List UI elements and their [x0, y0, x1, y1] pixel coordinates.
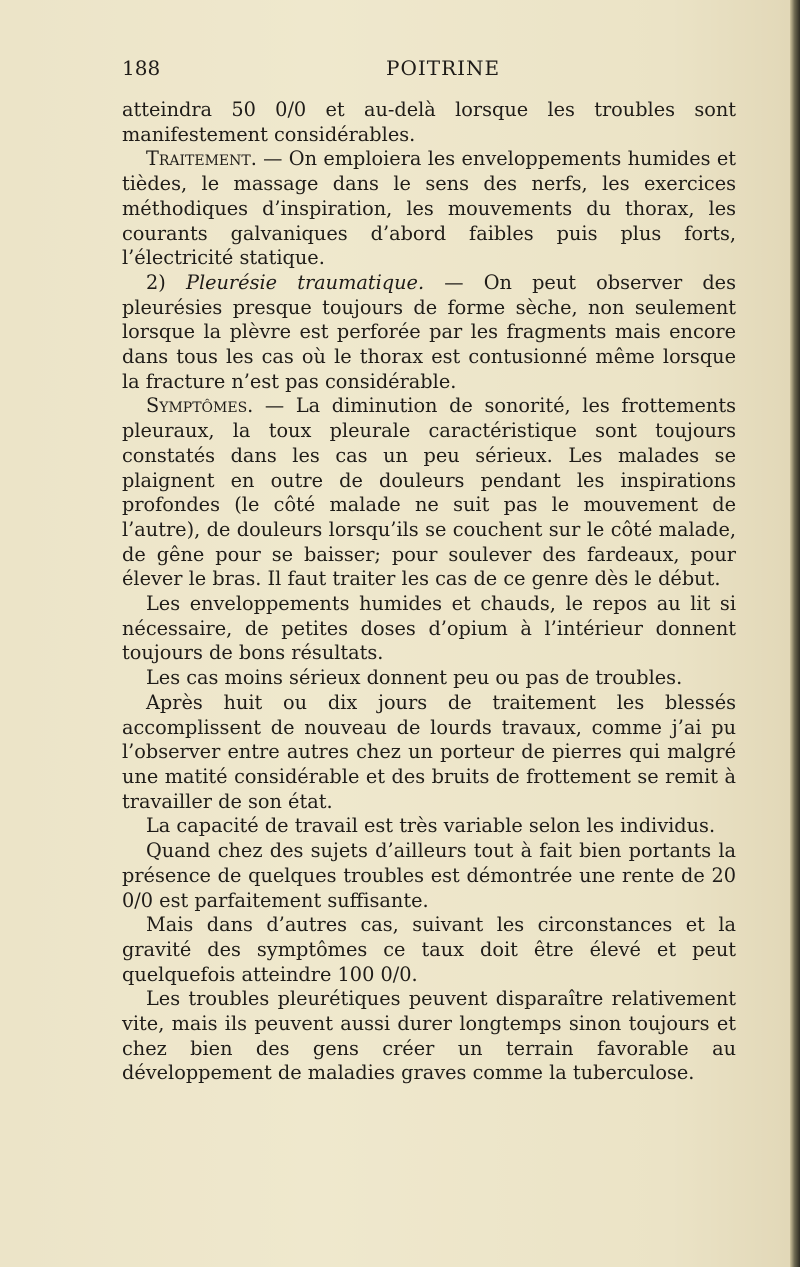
paragraph-text: — On emploiera les enveloppements humides et tièdes, le massage dans le sens des nerfs, les exercices méthodiques d’inspiration, les mouvements du thorax, les courants galvaniques d’abord faibles puis plus forts, l’électricité statique.	[122, 147, 736, 270]
paragraph-text: La capacité de travail est très variable selon les individus.	[146, 814, 716, 838]
paragraph	[122, 271, 736, 395]
section-heading: Traitement.	[146, 147, 257, 171]
paragraph-text: Mais dans d’autres cas, suivant les circonstances et la gravité des symptômes ce taux doit être élevé et peut quelquefois atteindre 100 0/0.	[122, 913, 736, 986]
running-title: POITRINE	[386, 56, 501, 80]
section-number: 2)	[146, 270, 166, 294]
page-number: 188	[122, 56, 161, 80]
paragraph	[122, 987, 736, 1086]
paragraph	[122, 666, 736, 691]
paragraph-text: Les cas moins sérieux donnent peu ou pas de troubles.	[146, 666, 683, 690]
section-heading: Symptômes.	[146, 394, 254, 418]
paragraph	[122, 839, 736, 913]
paragraph	[122, 394, 736, 592]
paragraph-text: atteindra 50 0/0 et au-delà lorsque les troubles sont manifestement considérables.	[122, 98, 736, 146]
body-text	[122, 98, 736, 1086]
paragraph	[122, 98, 736, 147]
paragraph-text: — On peut observer des pleurésies presque toujours de forme sèche, non seulement lorsque la plèvre est perforée par les fragments mais encore dans tous les cas où le thorax est contusionné même lorsque la fracture n’est pas considérable.	[122, 270, 736, 393]
section-title: Pleurésie traumatique.	[185, 270, 425, 294]
paragraph	[122, 592, 736, 666]
paragraph	[122, 147, 736, 271]
paragraph-text: Les enveloppements humides et chauds, le repos au lit si nécessaire, de petites doses d’opium à l’intérieur donnent toujours de bons résultats.	[122, 592, 736, 665]
paragraph	[122, 691, 736, 815]
paragraph	[122, 814, 736, 839]
page-edge-shadow	[790, 0, 800, 1267]
paragraph-text: Les troubles pleurétiques peuvent disparaître relativement vite, mais ils peuvent aussi durer longtemps sinon toujours et chez bien des gens créer un terrain favorable au développement de maladies graves comme la tuberculose.	[122, 987, 736, 1085]
running-head	[122, 56, 736, 84]
paragraph-text: Quand chez des sujets d’ailleurs tout à fait bien portants la présence de quelques troubles est démontrée une rente de 20 0/0 est parfaitement suffisante.	[122, 839, 736, 912]
paragraph-text: Après huit ou dix jours de traitement les blessés accomplissent de nouveau de lourds travaux, comme j’ai pu l’observer entre autres chez un porteur de pierres qui malgré une matité considérable et des bruits de frottement se remit à travailler de son état.	[122, 690, 736, 813]
paragraph-text: — La diminution de sonorité, les frottements pleuraux, la toux pleurale caractéristique sont toujours constatés dans les cas un peu sérieux. Les malades se plaignent en outre de douleurs pendant les inspirations profondes (le côté malade ne suit pas le mouvement de l’autre), de douleurs lorsqu’ils se couchent sur le côté malade, de gêne pour se baisser; pour soulever des fardeaux, pour élever le bras. Il faut traiter les cas de ce genre dès le début.	[122, 394, 736, 591]
paragraph	[122, 913, 736, 987]
